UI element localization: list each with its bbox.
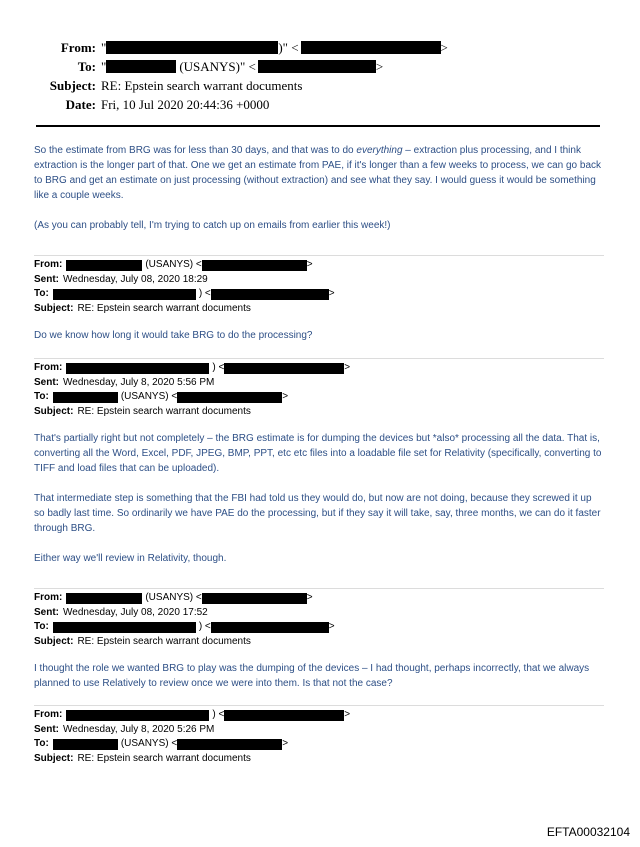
quote-sent-row: Sent: Wednesday, July 08, 2020 17:52 xyxy=(34,606,208,618)
redaction-bar xyxy=(224,363,344,374)
quoted-header xyxy=(34,591,335,649)
redaction-bar xyxy=(177,739,282,750)
redaction-bar xyxy=(211,622,329,633)
quoted-body: I thought the role we wanted BRG to play was the dumping of the devices – I had thought, perhaps incorrectly, that we always planned to use Relatively to review once we were into them. Is that not the case? xyxy=(34,663,590,689)
paragraph: So the estimate from BRG was for less than 30 days, and that was to do everything – extraction plus processing, and I think extraction is the longer part of that. One we get an estimate from PAE, if it's longer than a few weeks to process, we can go back to BRG and get an estimate on just processing (without extraction) and see what they say. I would guess it would be something like a couple weeks. xyxy=(34,145,602,201)
quote-subject-row: Subject: RE: Epstein search warrant documents xyxy=(34,302,251,314)
quote-from-row: From: (USANYS) < > xyxy=(34,259,313,270)
quoted-header xyxy=(34,708,350,766)
quote-to-row: To: ) < > xyxy=(34,621,335,632)
redaction-bar xyxy=(224,710,344,721)
quote-to-row: To: (USANYS) < > xyxy=(34,738,289,749)
subject-text: RE: Epstein search warrant documents xyxy=(101,77,303,93)
quoted-header xyxy=(34,258,335,316)
quote-to-row: To: (USANYS) < > xyxy=(34,391,289,402)
quote-divider xyxy=(34,705,604,706)
header-divider xyxy=(36,125,600,127)
redaction-bar xyxy=(106,41,278,54)
quote-from-row: From: ) < > xyxy=(34,362,351,373)
redaction-bar xyxy=(53,392,118,403)
quote-divider xyxy=(34,588,604,589)
quote-divider xyxy=(34,358,604,359)
quote-sent-row: Sent: Wednesday, July 8, 2020 5:56 PM xyxy=(34,376,215,388)
header-subject-row xyxy=(40,76,448,95)
redaction-bar xyxy=(258,60,376,73)
redaction-bar xyxy=(106,60,176,73)
email-header xyxy=(40,38,448,114)
quote-from-row: From: (USANYS) < > xyxy=(34,592,313,603)
date-text: Fri, 10 Jul 2020 20:44:36 +0000 xyxy=(101,96,270,112)
quote-to-row: To: ) < > xyxy=(34,288,335,299)
header-from-row: From: " )" < > xyxy=(40,38,448,57)
quote-subject-row: Subject: RE: Epstein search warrant documents xyxy=(34,752,251,764)
quoted-header xyxy=(34,361,350,419)
redaction-bar xyxy=(66,593,142,604)
redaction-bar xyxy=(301,41,441,54)
redaction-bar xyxy=(53,739,118,750)
redaction-bar xyxy=(53,289,196,300)
header-date-row xyxy=(40,95,448,114)
quote-from-row: From: ) < > xyxy=(34,709,351,720)
from-label: From: xyxy=(60,39,96,55)
redaction-bar xyxy=(66,260,142,271)
quoted-body: Do we know how long it would take BRG to do the processing? xyxy=(34,330,313,341)
message-body xyxy=(34,143,604,233)
quote-sent-row: Sent: Wednesday, July 08, 2020 18:29 xyxy=(34,273,208,285)
redaction-bar xyxy=(202,593,307,604)
to-label: To: xyxy=(77,58,96,74)
date-label: Date: xyxy=(65,96,96,112)
subject-label: Subject: xyxy=(49,77,96,93)
redaction-bar xyxy=(211,289,329,300)
header-to-row: To: " (USANYS)" < > xyxy=(40,57,448,76)
quote-subject-row: Subject: RE: Epstein search warrant documents xyxy=(34,635,251,647)
quote-divider xyxy=(34,255,604,256)
document-id: EFTA00032104 xyxy=(546,825,630,839)
quote-subject-row: Subject: RE: Epstein search warrant documents xyxy=(34,405,251,417)
redaction-bar xyxy=(177,392,282,403)
redaction-bar xyxy=(53,622,196,633)
quoted-body: That's partially right but not completely – the BRG estimate is for dumping the devices but *also* processing all the data. That is, converting all the Word, Excel, PDF, JPEG, BMP, PPT, etc etc files into a loadable file set for Relativity (specifically, converting to TIFF and load files that can be uploaded). That intermediate step is something that the FBI had told us they would do, but now are not doing, because they screwed it up so badly last time. So ordinarily we have PAE do the processing, but if they say it will take, say, three months, we can do it faster through BRG. Either way we'll review in Relativity, though. xyxy=(34,433,602,564)
quote-sent-row: Sent: Wednesday, July 8, 2020 5:26 PM xyxy=(34,723,215,735)
redaction-bar xyxy=(66,710,209,721)
paragraph: (As you can probably tell, I'm trying to catch up on emails from earlier this week!) xyxy=(34,220,391,231)
redaction-bar xyxy=(66,363,209,374)
redaction-bar xyxy=(202,260,307,271)
